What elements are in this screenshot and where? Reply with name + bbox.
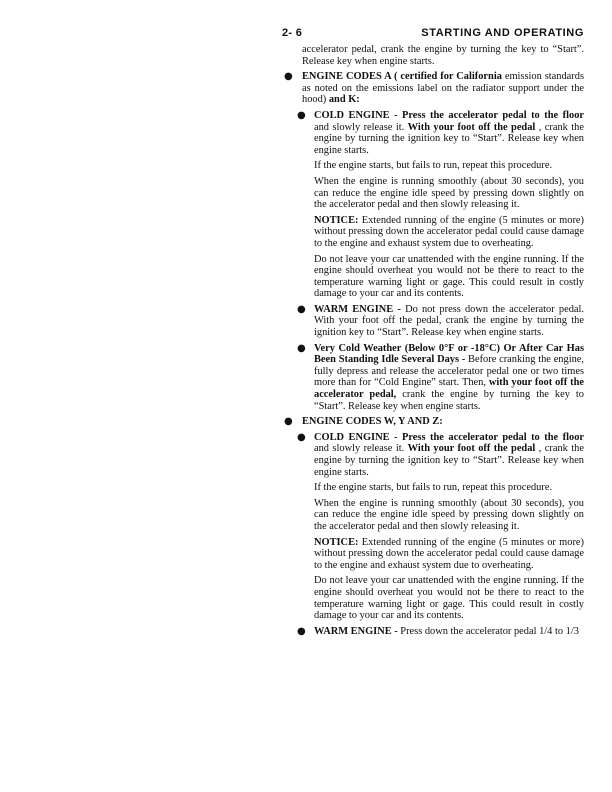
cold-engine-item — [297, 431, 584, 478]
warm-engine-text: Do not press down the accelerator pedal. With your foot off the pedal, crank the engine by turning the ignition key to “Start”. Release key when engine starts. — [314, 303, 584, 339]
notice-label: NOTICE: — [314, 214, 359, 226]
notice-text: Extended running of the engine (5 minutes or more) without pressing down the accelerator pedal could cause damage to the engine and exhaust system due to overheating. — [314, 214, 584, 249]
heading-bold-end: and K: — [328, 94, 360, 106]
cold-engine-text: and slowly release it. — [314, 121, 408, 133]
unattended-warning-paragraph: Do not leave your car unattended with the engine running. If the engine should overheat you would not be there to react to the temperature warning light or gage. This could result in costly damage to your car and its contents. — [314, 253, 584, 300]
repeat-procedure-paragraph: If the engine starts, but fails to run, repeat this procedure. — [314, 482, 553, 494]
warm-engine-text: Press down the accelerator pedal 1/4 to 1/3 — [397, 625, 579, 637]
repeat-procedure-paragraph: If the engine starts, but fails to run, repeat this procedure. — [314, 160, 553, 172]
notice-label: NOTICE: — [314, 536, 359, 548]
page-number: 2- 6 — [282, 27, 303, 39]
warm-engine-item — [297, 303, 584, 339]
cold-engine-text: and slowly release it. — [314, 443, 408, 455]
notice-paragraph — [314, 537, 584, 572]
engine-codes-a-k-heading — [284, 71, 584, 106]
warm-engine-label: WARM ENGINE - — [314, 303, 401, 315]
heading-text: ENGINE CODES W, Y AND Z: — [302, 416, 443, 428]
very-cold-text-end: crank the engine by turning the key to “Start”. Release key when engine starts. — [314, 389, 584, 412]
intro-text: accelerator pedal, crank the engine by turning the key to “Start”. Release key when engine starts. — [302, 44, 584, 67]
intro-paragraph — [302, 44, 584, 67]
engine-codes-w-y-z-heading — [284, 416, 584, 428]
section-title: STARTING AND OPERATING — [421, 27, 584, 39]
bullet-icon: ● — [284, 416, 293, 428]
bullet-icon: ● — [297, 342, 306, 354]
cold-engine-bold: With your foot off the pedal — [407, 121, 536, 133]
cold-engine-text-end: , crank the engine by turning the ignition key to “Start”. Release key when engine starts. — [314, 121, 584, 156]
very-cold-text: Before cranking the engine, fully depress and release the accelerator pedal one or two times more than for “Cold Engine” start. Then, — [314, 354, 584, 389]
heading-text: emission standards as noted on the emissions label on the radiator support under the hood) — [302, 71, 584, 106]
very-cold-bold: with your foot off the accelerator pedal, — [314, 377, 584, 401]
cold-engine-bold: With your foot off the pedal — [407, 443, 536, 455]
very-cold-label: Very Cold Weather (Below 0°F or -18°C) Or After Car Has Been Standing Idle Several Days - — [314, 342, 584, 366]
page-body — [0, 44, 612, 641]
cold-engine-text-end: , crank the engine by turning the ignition key to “Start”. Release key when engine starts. — [314, 443, 584, 478]
notice-paragraph — [314, 215, 584, 250]
idle-speed-paragraph: When the engine is running smoothly (about 30 seconds), you can reduce the engine idle speed by pressing down slightly on the accelerator pedal and then slowly releasing it. — [314, 497, 584, 532]
heading-part: ENGINE CODES A ( — [302, 71, 401, 83]
cold-engine-label: COLD ENGINE - Press the accelerator pedal to the floor — [314, 109, 584, 121]
unattended-warning-paragraph: Do not leave your car unattended with the engine running. If the engine should overheat you would not be there to react to the temperature warning light or gage. This could result in costly damage to your car and its contents. — [314, 575, 584, 622]
cold-engine-item — [297, 109, 584, 156]
very-cold-weather-item — [297, 342, 584, 413]
bullet-icon: ● — [297, 625, 306, 637]
heading-bold-part: certified for California — [400, 71, 502, 83]
idle-speed-paragraph: When the engine is running smoothly (about 30 seconds), you can reduce the engine idle speed by pressing down slightly on the accelerator pedal and then slowly releasing it. — [314, 175, 584, 211]
bullet-icon: ● — [297, 303, 306, 315]
bullet-icon: ● — [284, 71, 293, 83]
notice-text: Extended running of the engine (5 minutes or more) without pressing down the accelerator pedal could cause damage to the engine and exhaust system due to overheating. — [314, 536, 584, 571]
bullet-icon: ● — [297, 109, 306, 121]
warm-engine-item — [297, 625, 584, 638]
bullet-icon: ● — [297, 431, 306, 443]
cold-engine-label: COLD ENGINE - Press the accelerator pedal to the floor — [314, 431, 584, 443]
warm-engine-label: WARM ENGINE - — [314, 625, 398, 637]
